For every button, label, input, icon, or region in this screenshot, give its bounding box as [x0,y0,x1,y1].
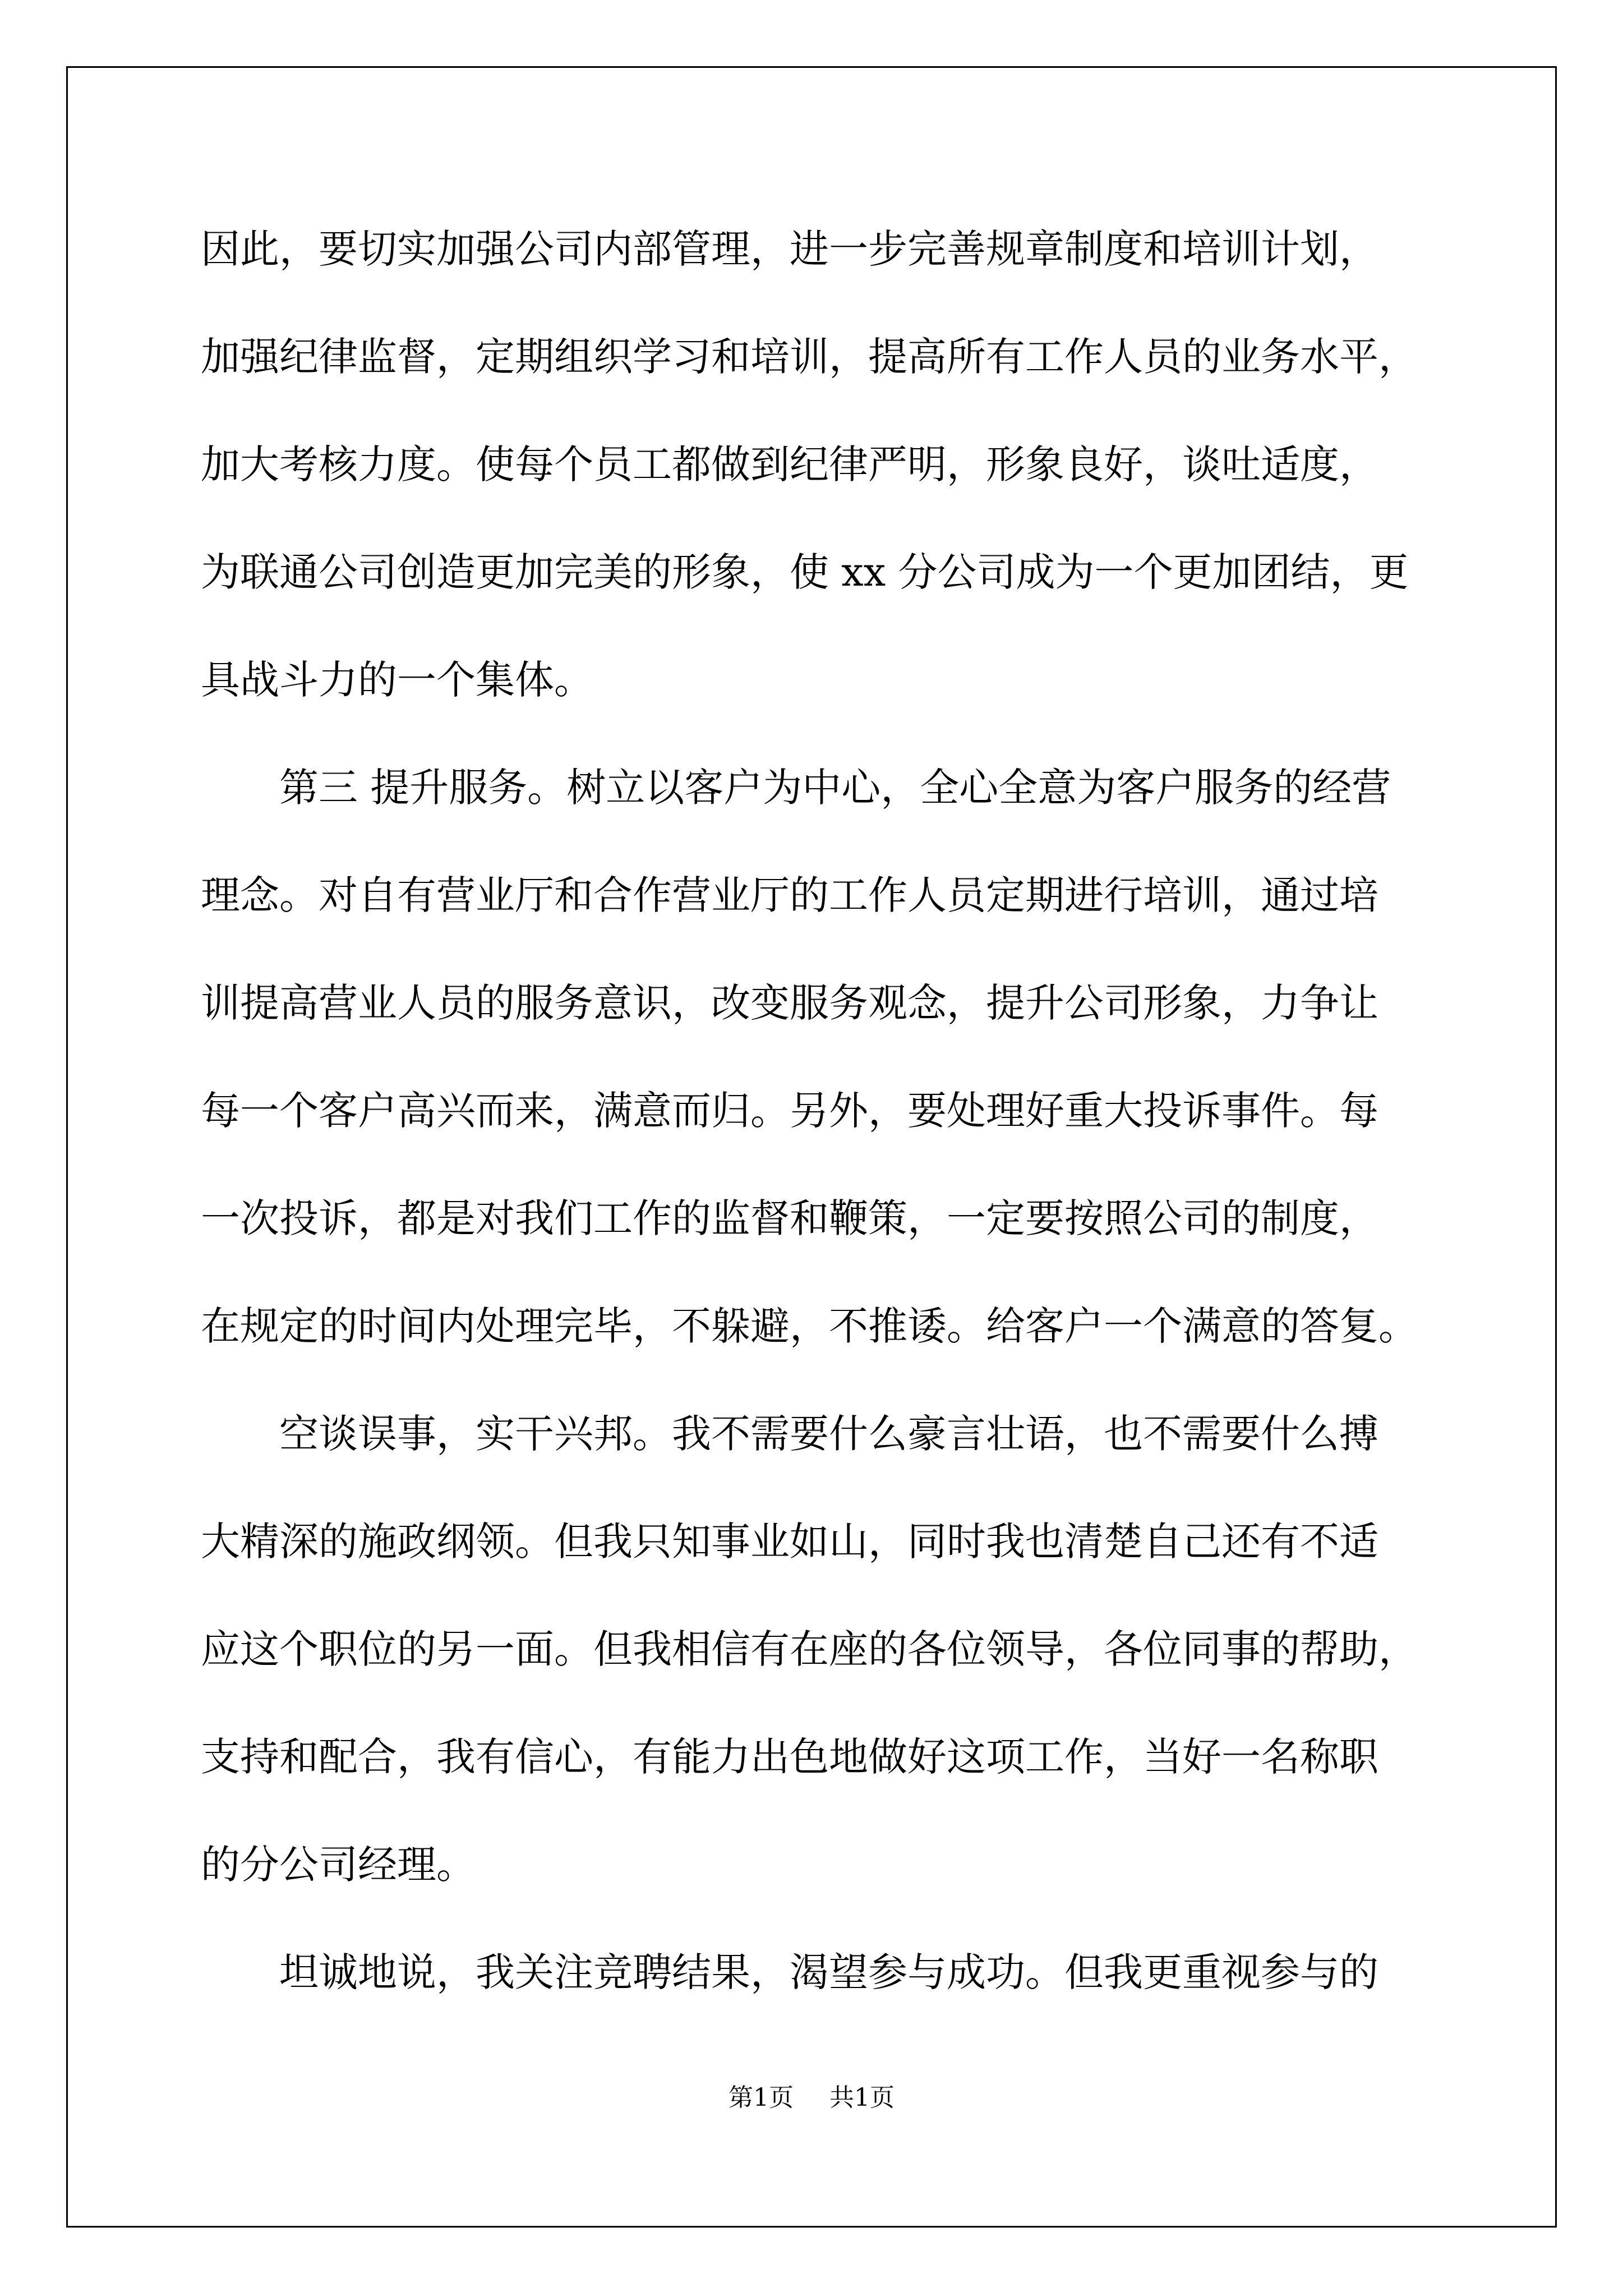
text-line: 因此，要切实加强公司内部管理，进一步完善规章制度和培训计划， [201,226,1378,272]
text-line: 在规定的时间内处理完毕，不躲避，不推诿。给客户一个满意的答复。 [201,1303,1418,1349]
text-line: 的分公司经理。 [201,1842,476,1888]
text-line: 理念。对自有营业厅和合作营业厅的工作人员定期进行培训，通过培 [201,872,1378,918]
text-line: 坦诚地说，我关注竞聘结果，渴望参与成功。但我更重视参与的 [201,1949,1378,1995]
text-line: 大精深的施政纲领。但我只知事业如山，同时我也清楚自己还有不适 [201,1519,1378,1565]
text-line: 加大考核力度。使每个员工都做到纪律严明，形象良好，谈吐适度， [201,441,1378,487]
text-line: 第三 提升服务。树立以客户为中心，全心全意为客户服务的经营 [201,765,1391,811]
text-line: 训提高营业人员的服务意识，改变服务观念，提升公司形象，力争让 [201,980,1378,1026]
document-body [201,195,1429,2026]
text-line: 加强纪律监督，定期组织学习和培训，提高所有工作人员的业务水平， [201,334,1418,380]
page-number-total: 共1页 [829,2083,895,2112]
text-line: 应这个职位的另一面。但我相信有在座的各位领导，各位同事的帮助， [201,1626,1418,1672]
text-line: 每一个客户高兴而来，满意而归。另外，要处理好重大投诉事件。每 [201,1088,1378,1134]
text-line: 一次投诉，都是对我们工作的监督和鞭策，一定要按照公司的制度， [201,1195,1378,1241]
text-line: 为联通公司创造更加完美的形象，使 xx 分公司成为一个更加团结，更 [201,549,1409,595]
text-line: 空谈误事，实干兴邦。我不需要什么豪言壮语，也不需要什么搏 [201,1411,1378,1457]
text-line: 具战斗力的一个集体。 [201,657,593,703]
page-number-current: 第1页 [728,2083,794,2112]
text-line: 支持和配合，我有信心，有能力出色地做好这项工作，当好一名称职 [201,1734,1378,1780]
page-footer [0,2081,1623,2115]
